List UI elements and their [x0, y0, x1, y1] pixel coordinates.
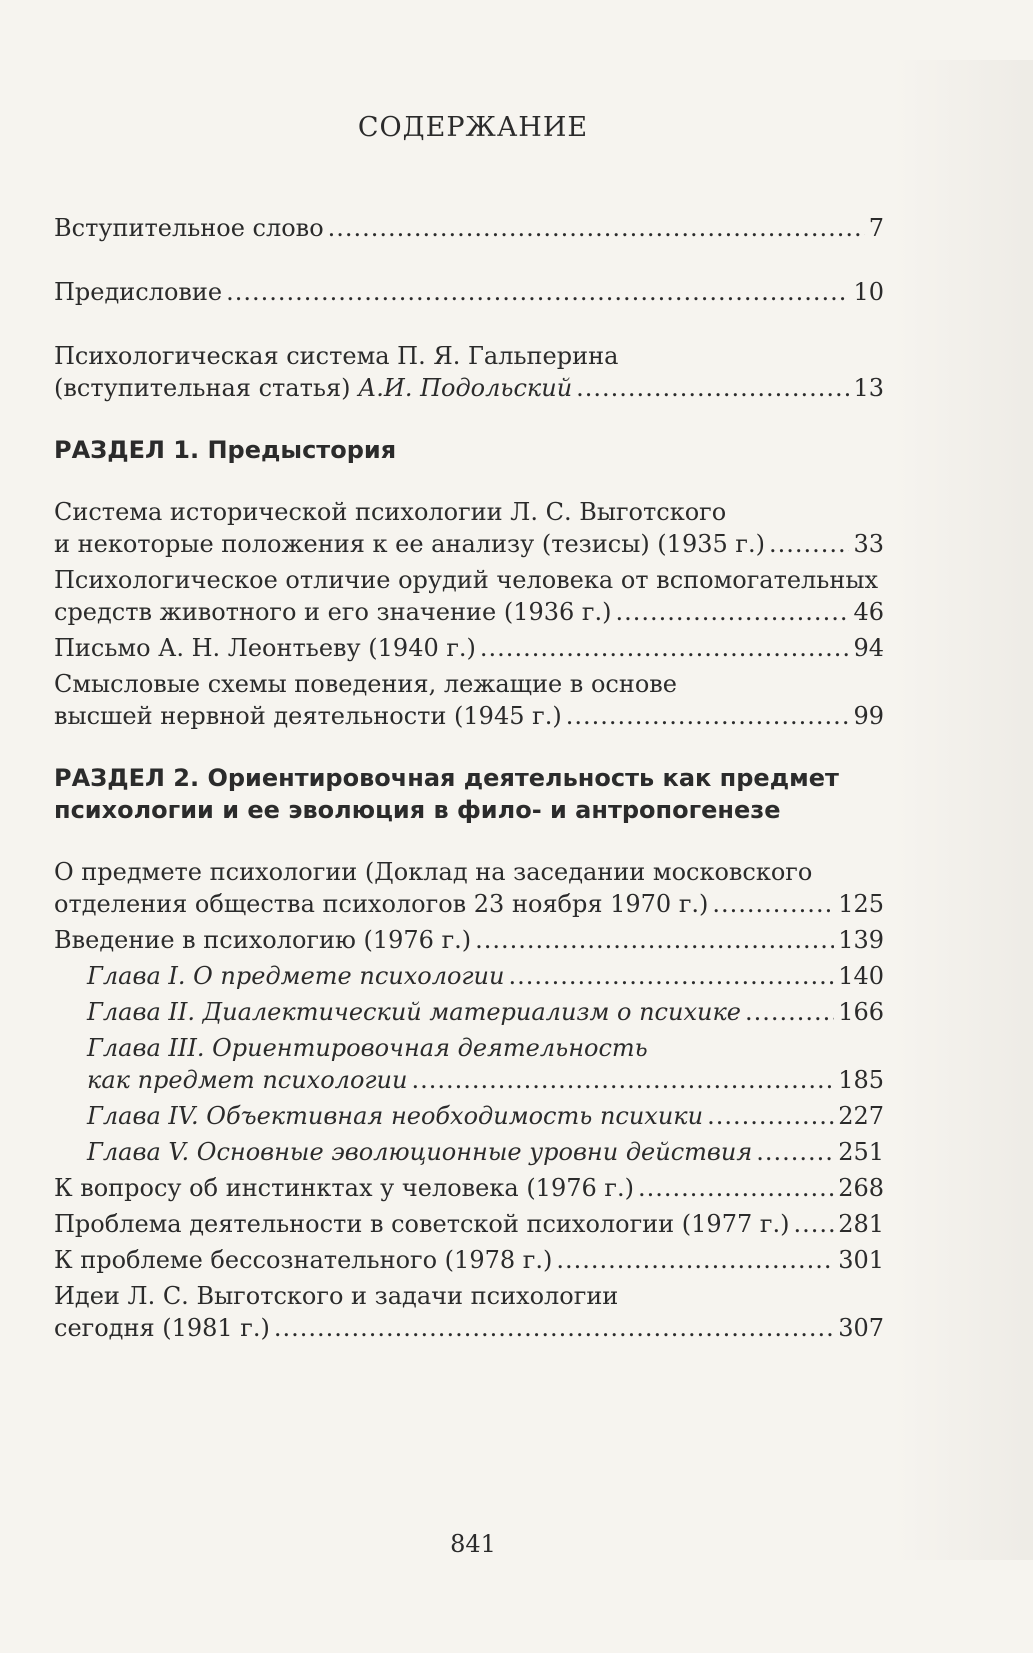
entry-title-line [54, 924, 471, 956]
entry-last-line [54, 1244, 884, 1276]
dot-leader [707, 1100, 834, 1132]
entry-title-line: Система исторической психологии Л. С. Выготского [54, 498, 727, 526]
section-heading [54, 762, 884, 826]
dot-leader [793, 1208, 834, 1240]
entry-title-text: К вопросу об инстинктах у человека (1976 г.) [54, 1174, 634, 1202]
toc-entry [54, 496, 884, 560]
section-heading-line: психологии и ее эволюция в фило- и антропогенезе [54, 796, 781, 824]
entry-title-line [87, 996, 741, 1028]
toc-entry [54, 632, 884, 664]
dot-leader [576, 372, 849, 404]
entry-title-text: как предмет психологии [87, 1066, 408, 1094]
toc-entry [54, 340, 884, 404]
entry-title-line: Смысловые схемы поведения, лежащие в основе [54, 670, 677, 698]
page-edge-shadow [893, 60, 1033, 1560]
toc-entry [54, 1208, 884, 1240]
toc-entry [54, 668, 884, 732]
entry-title-text: Глава I. О предмете психологии [87, 962, 505, 990]
entry-last-line [54, 1208, 884, 1240]
entry-last-line [54, 700, 884, 732]
entry-last-line [54, 276, 884, 308]
dot-leader [638, 1172, 834, 1204]
entry-last-line [87, 1100, 884, 1132]
contents-title: СОДЕРЖАНИЕ [357, 112, 589, 143]
entry-title-line [54, 888, 708, 920]
entry-title-line [87, 1064, 407, 1096]
entry-page-number: 125 [838, 890, 884, 918]
entry-page-number: 7 [868, 214, 884, 242]
section-heading-line: РАЗДЕЛ 2. Ориентировочная деятельность как предмет [54, 764, 839, 792]
page-number: 841 [450, 1530, 496, 1558]
dot-leader [475, 924, 834, 956]
entry-title-line [54, 1208, 789, 1240]
entry-title-line [87, 1136, 752, 1168]
entry-last-line [54, 632, 884, 664]
toc-chapter-entry [87, 960, 884, 992]
toc-entry [54, 564, 884, 628]
entry-last-line [54, 596, 884, 628]
section-heading [54, 434, 884, 466]
entry-page-number: 94 [853, 634, 884, 662]
entry-page-number: 10 [853, 278, 884, 306]
toc-entry [54, 276, 884, 308]
entry-last-line [54, 924, 884, 956]
entry-title-line [54, 1312, 270, 1344]
entry-last-line [54, 1312, 884, 1344]
dot-leader [328, 212, 865, 244]
toc-entry [54, 924, 884, 956]
entry-title-text: и некоторые положения к ее анализу (тезисы) (1935 г.) [54, 530, 765, 558]
entry-last-line [87, 1136, 884, 1168]
toc-chapter-entry [87, 1032, 884, 1096]
entry-author: А.И. Подольский [358, 374, 573, 402]
entry-page-number: 268 [838, 1174, 884, 1202]
entry-page-number: 227 [838, 1102, 884, 1130]
entry-title-line [54, 276, 222, 308]
toc-entry [54, 1280, 884, 1344]
toc-entry [54, 1244, 884, 1276]
entry-page-number: 99 [853, 702, 884, 730]
entry-title-line [54, 700, 562, 732]
entry-title-line: Психологическое отличие орудий человека от вспомогательных [54, 566, 879, 594]
entry-title-line: Идеи Л. С. Выготского и задачи психологии [54, 1282, 619, 1310]
dot-leader [226, 276, 849, 308]
entry-last-line [87, 960, 884, 992]
entry-title-line: О предмете психологии (Доклад на заседании московского [54, 858, 813, 886]
entry-title-line [54, 372, 572, 404]
entry-title-text: Глава IV. Объективная необходимость психики [87, 1102, 704, 1130]
entry-last-line [54, 528, 884, 560]
section-heading-line: РАЗДЕЛ 1. Предыстория [54, 436, 397, 464]
entry-title-text: Глава II. Диалектический материализм о психике [87, 998, 741, 1026]
entry-page-number: 33 [853, 530, 884, 558]
entry-title-line [54, 212, 324, 244]
dot-leader [556, 1244, 834, 1276]
entry-title-text: Письмо А. Н. Леонтьеву (1940 г.) [54, 634, 476, 662]
entry-last-line [87, 996, 884, 1028]
entry-title-text: Введение в психологию (1976 г.) [54, 926, 472, 954]
dot-leader [566, 700, 850, 732]
entry-page-number: 307 [838, 1314, 884, 1342]
table-of-contents [54, 212, 884, 1344]
entry-last-line [54, 1172, 884, 1204]
entry-last-line [54, 212, 884, 244]
entry-page-number: 13 [853, 374, 884, 402]
entry-page-number: 166 [838, 998, 884, 1026]
entry-title-text: Вступительное слово [54, 214, 324, 242]
entry-title-text: сегодня (1981 г.) [54, 1314, 270, 1342]
toc-entry [54, 856, 884, 920]
entry-title-text: отделения общества психологов 23 ноября 1970 г.) [54, 890, 709, 918]
dot-leader [508, 960, 834, 992]
entry-page-number: 281 [838, 1210, 884, 1238]
entry-page-number: 251 [838, 1138, 884, 1166]
entry-last-line [87, 1064, 884, 1096]
toc-chapter-entry [87, 996, 884, 1028]
entry-page-number: 139 [838, 926, 884, 954]
entry-title-line: Психологическая система П. Я. Гальперина [54, 342, 619, 370]
dot-leader [411, 1064, 834, 1096]
entry-title-text: Проблема деятельности в советской психологии (1977 г.) [54, 1210, 790, 1238]
entry-title-text: средств животного и его значение (1936 г.) [54, 598, 612, 626]
toc-chapter-entry [87, 1100, 884, 1132]
entry-title-line [54, 1244, 552, 1276]
entry-page-number: 140 [838, 962, 884, 990]
dot-leader [769, 528, 850, 560]
toc-entry [54, 212, 884, 244]
dot-leader [274, 1312, 834, 1344]
entry-last-line [54, 888, 884, 920]
entry-title-line [87, 960, 504, 992]
dot-leader [480, 632, 850, 664]
entry-title-text: высшей нервной деятельности (1945 г.) [54, 702, 562, 730]
toc-chapter-entry [87, 1136, 884, 1168]
entry-title-text: К проблеме бессознательного (1978 г.) [54, 1246, 553, 1274]
entry-title-line [87, 1100, 703, 1132]
entry-page-number: 301 [838, 1246, 884, 1274]
entry-title-text: (вступительная статья) [54, 374, 359, 402]
entry-title-line [54, 1172, 634, 1204]
entry-title-line: Глава III. Ориентировочная деятельность [87, 1034, 648, 1062]
entry-title-line [54, 632, 476, 664]
dot-leader [756, 1136, 834, 1168]
entry-page-number: 46 [853, 598, 884, 626]
entry-title-line [54, 528, 765, 560]
dot-leader [615, 596, 849, 628]
toc-entry [54, 1172, 884, 1204]
entry-last-line [54, 372, 884, 404]
entry-page-number: 185 [838, 1066, 884, 1094]
entry-title-line [54, 596, 611, 628]
dot-leader [745, 996, 834, 1028]
dot-leader [712, 888, 834, 920]
entry-title-text: Глава V. Основные эволюционные уровни действия [87, 1138, 753, 1166]
entry-title-text: Предисловие [54, 278, 223, 306]
